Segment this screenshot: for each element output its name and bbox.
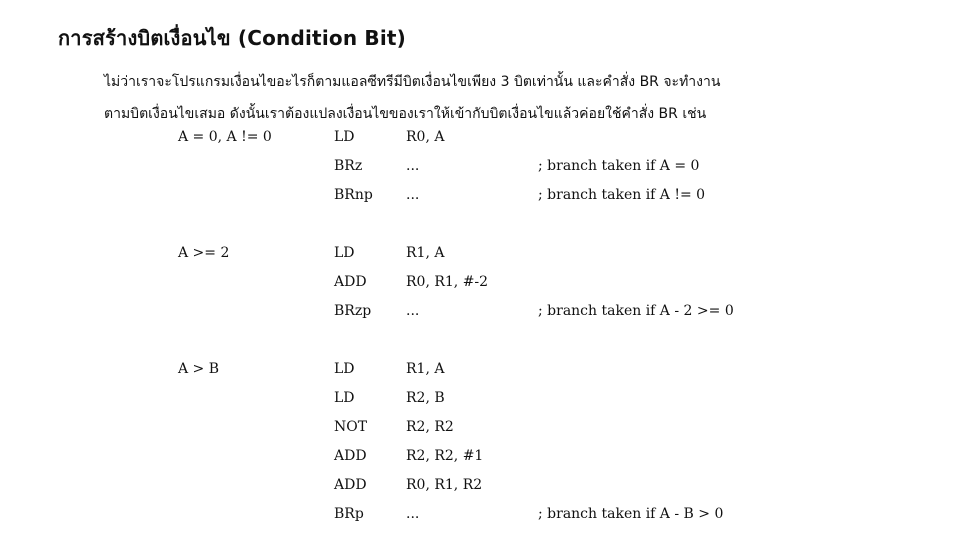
operands: R2, B: [406, 390, 445, 406]
code-row: [0, 240, 960, 269]
code-row: [0, 298, 960, 327]
spacer: [0, 211, 960, 240]
code-row: [0, 153, 960, 182]
condition-label: A >= 2: [178, 245, 230, 261]
operands: ...: [406, 187, 420, 203]
comment: ; branch taken if A != 0: [538, 187, 706, 203]
operands: ...: [406, 158, 420, 174]
opcode: BRnp: [334, 187, 373, 203]
operands: R1, A: [406, 245, 445, 261]
spacer: [0, 327, 960, 356]
opcode: ADD: [334, 448, 367, 464]
operands: ...: [406, 506, 420, 522]
opcode: BRz: [334, 158, 363, 174]
operands: R2, R2, #1: [406, 448, 484, 464]
operands: R1, A: [406, 361, 445, 377]
condition-label: A = 0, A != 0: [178, 129, 272, 145]
intro-line: ตามบิตเงื่อนไขเสมอ ดังนั้นเราต้องแปลงเงื่อนไขของเราให้เข้ากับบิตเงื่อนไขแล้วค่อยใช้คำสั่ง BR เช่น: [104, 106, 707, 122]
code-row: [0, 269, 960, 298]
code-row: [0, 443, 960, 472]
opcode: LD: [334, 361, 355, 377]
opcode: BRzp: [334, 303, 372, 319]
operands: R0, R1, R2: [406, 477, 483, 493]
code-row: [0, 182, 960, 211]
opcode: ADD: [334, 477, 367, 493]
opcode: LD: [334, 129, 355, 145]
intro-paragraph: [104, 66, 944, 130]
comment: ; branch taken if A = 0: [538, 158, 700, 174]
code-row: [0, 472, 960, 501]
opcode: LD: [334, 245, 355, 261]
opcode: LD: [334, 390, 355, 406]
code-row: [0, 385, 960, 414]
opcode: ADD: [334, 274, 367, 290]
code-row: [0, 501, 960, 530]
opcode: BRp: [334, 506, 364, 522]
operands: R0, R1, #-2: [406, 274, 489, 290]
condition-label: A > B: [178, 361, 220, 377]
comment: ; branch taken if A - B > 0: [538, 506, 724, 522]
code-examples: [0, 124, 960, 530]
code-row: [0, 356, 960, 385]
intro-line: ไม่ว่าเราจะโปรแกรมเงื่อนไขอะไรก็ตามแอลซีทรีมีบิตเงื่อนไขเพียง 3 บิตเท่านั้น และคำสั่ง BR จะทำงาน: [104, 74, 721, 90]
page-title: การสร้างบิตเงื่อนไข (Condition Bit): [58, 26, 407, 50]
comment: ; branch taken if A - 2 >= 0: [538, 303, 734, 319]
operands: R2, R2: [406, 419, 454, 435]
operands: ...: [406, 303, 420, 319]
opcode: NOT: [334, 419, 368, 435]
operands: R0, A: [406, 129, 445, 145]
code-row: [0, 414, 960, 443]
code-row: [0, 124, 960, 153]
